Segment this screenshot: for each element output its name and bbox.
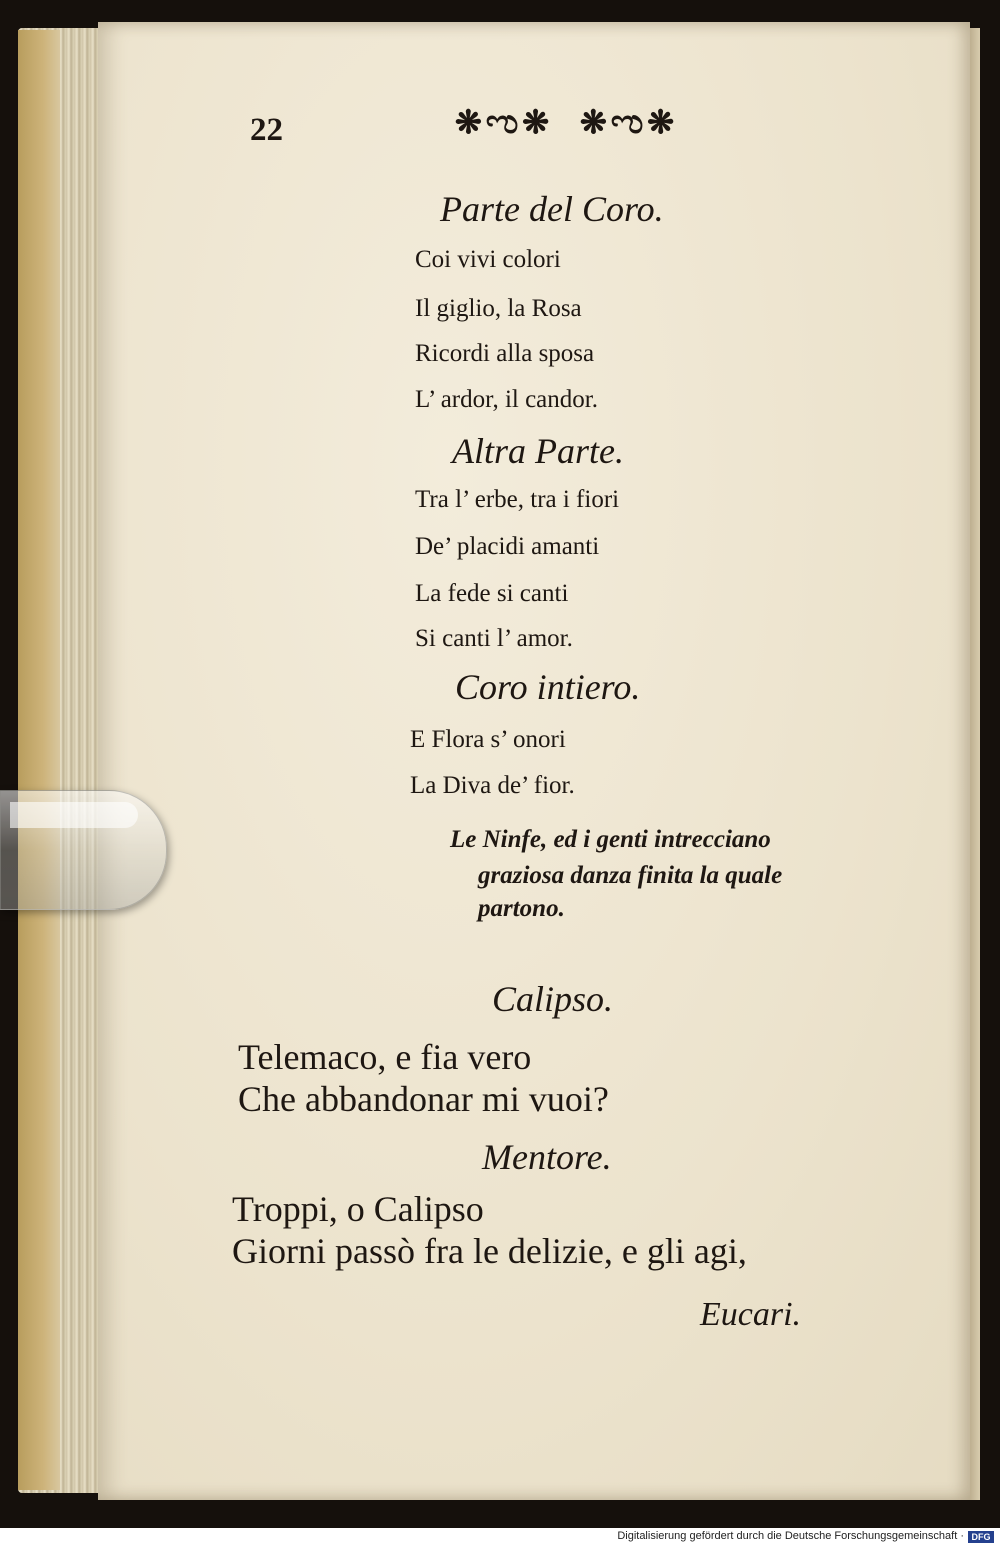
speaker-mentore: Mentore. (482, 1137, 612, 1177)
book-cover-edge (18, 30, 60, 1490)
stage-direction-line: partono. (478, 895, 565, 922)
verse-line: Tra l’ erbe, tra i fiori (415, 486, 620, 513)
verse-line: La fede si canti (415, 580, 569, 607)
verse-line: De’ placidi amanti (415, 533, 600, 560)
ornament-right: ❋ಌ❋ (580, 104, 678, 141)
verse-line: Il giglio, la Rosa (415, 295, 582, 322)
speaker-calipso: Calipso. (492, 979, 614, 1019)
digitization-footer (0, 1528, 1000, 1546)
verse-line: E Flora s’ onori (410, 726, 566, 753)
catchword: Eucari. (700, 1296, 802, 1333)
footer-credit-text: Digitalisierung gefördert durch die Deutsche Forschungsgemeinschaft · (617, 1530, 964, 1542)
verse-line: Coi vivi colori (415, 246, 561, 273)
page-clip-highlight (10, 802, 138, 828)
book-page (98, 22, 970, 1500)
verse-line: Ricordi alla sposa (415, 340, 595, 367)
heading-altra-parte: Altra Parte. (452, 431, 624, 471)
dfg-logo: DFG (968, 1531, 994, 1543)
dialogue-line: Che abbandonar mi vuoi? (238, 1079, 609, 1119)
ornament-left: ❋ಌ❋ (455, 104, 553, 141)
verse-line: Si canti l’ amor. (415, 625, 573, 652)
heading-parte-del-coro: Parte del Coro. (440, 189, 664, 229)
heading-coro-intiero: Coro intiero. (455, 667, 641, 707)
stage-direction-line: graziosa danza finita la quale (478, 862, 783, 889)
dialogue-line: Telemaco, e fia vero (238, 1037, 532, 1077)
verse-line: L’ ardor, il candor. (415, 386, 598, 413)
verse-line: La Diva de’ fior. (410, 772, 575, 799)
dialogue-line: Giorni passò fra le delizie, e gli agi, (232, 1231, 747, 1271)
stage-direction-line: Le Ninfe, ed i genti intrecciano (450, 826, 771, 853)
dialogue-line: Troppi, o Calipso (232, 1189, 484, 1229)
page-number: 22 (250, 112, 283, 148)
